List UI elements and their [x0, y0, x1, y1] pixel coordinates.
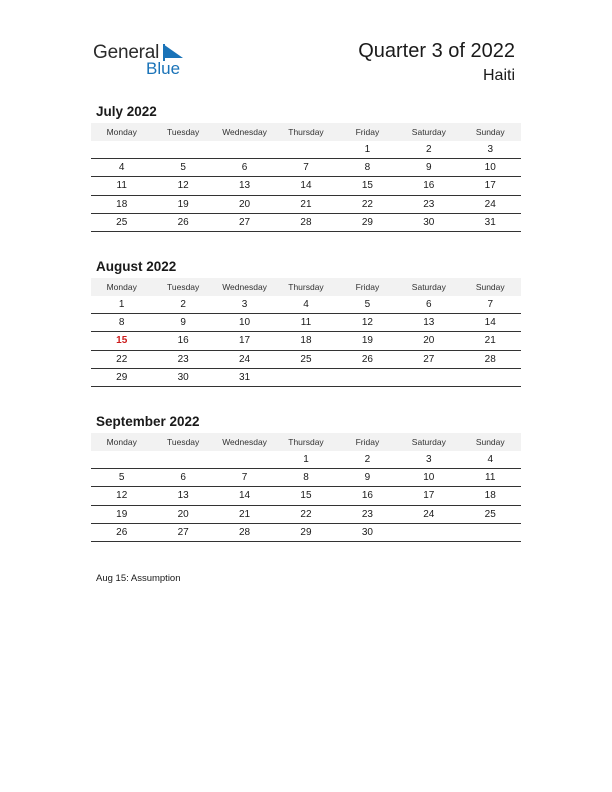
holiday-day-cell: 15	[116, 335, 128, 347]
weekday-label: Friday	[355, 437, 380, 447]
day-cell: 15	[361, 180, 373, 192]
day-cell: 29	[300, 526, 312, 538]
day-cell: 2	[426, 144, 432, 155]
empty-day-cell	[460, 524, 521, 541]
day-cell: 24	[484, 198, 496, 210]
day-cell: 24	[423, 508, 435, 520]
day-cell: 20	[238, 198, 251, 210]
day-cell: 3	[241, 299, 248, 310]
week-row	[91, 332, 521, 350]
weekday-label: Monday	[106, 437, 137, 447]
weekday-label: Friday	[355, 127, 380, 137]
day-cell: 27	[238, 216, 251, 228]
empty-day-cell	[337, 369, 398, 386]
day-cell: 7	[487, 299, 494, 310]
day-cell: 28	[300, 216, 312, 228]
weekday-header-row	[91, 278, 521, 296]
logo	[93, 40, 188, 80]
day-cell: 29	[116, 371, 128, 383]
logo-blue-text: Blue	[146, 59, 181, 78]
week-row	[91, 469, 521, 487]
empty-day-cell	[91, 451, 152, 468]
day-cell: 5	[364, 299, 371, 310]
month-title: July 2022	[96, 104, 157, 119]
day-cell: 14	[238, 490, 251, 502]
weekday-label: Sunday	[475, 437, 505, 447]
weekday-label: Saturday	[411, 127, 446, 137]
weekday-label: Wednesday	[222, 437, 267, 447]
weekday-header-row	[91, 123, 521, 141]
day-cell: 10	[484, 162, 496, 174]
weekday-label: Tuesday	[166, 282, 200, 292]
empty-day-cell	[152, 451, 213, 468]
weekday-label: Tuesday	[166, 127, 200, 137]
day-cell: 9	[180, 317, 186, 329]
day-cell: 21	[238, 508, 251, 520]
day-cell: 5	[118, 472, 125, 484]
day-cell: 15	[300, 490, 312, 502]
day-cell: 14	[484, 317, 496, 329]
day-cell: 16	[361, 490, 373, 502]
day-cell: 8	[303, 472, 309, 484]
day-cell: 24	[238, 353, 251, 365]
empty-day-cell	[275, 141, 336, 158]
day-cell: 12	[177, 180, 189, 192]
day-cell: 21	[484, 335, 496, 347]
day-cell: 22	[116, 353, 128, 365]
weekday-label: Friday	[355, 282, 380, 292]
month-august	[91, 258, 521, 387]
day-cell: 20	[423, 335, 435, 347]
weekday-label: Sunday	[475, 127, 505, 137]
month-title: August 2022	[96, 259, 177, 274]
day-cell: 16	[177, 335, 189, 347]
day-cell: 6	[426, 299, 432, 310]
day-cell: 30	[177, 371, 189, 383]
day-cell: 13	[177, 490, 189, 502]
day-cell: 25	[300, 353, 312, 365]
weekday-label: Sunday	[475, 282, 505, 292]
day-cell: 13	[238, 180, 251, 192]
weekday-label: Saturday	[411, 437, 446, 447]
day-cell: 19	[116, 508, 128, 520]
day-cell: 11	[300, 317, 312, 329]
day-cell: 17	[484, 180, 496, 192]
country-name: Haiti	[482, 67, 515, 84]
empty-day-cell	[214, 141, 275, 158]
day-cell: 11	[485, 472, 496, 484]
day-cell: 23	[177, 353, 189, 365]
empty-day-cell	[91, 141, 152, 158]
weekday-label: Wednesday	[222, 282, 267, 292]
week-row	[91, 487, 521, 505]
empty-day-cell	[398, 369, 459, 386]
week-row	[91, 296, 521, 314]
day-cell: 18	[484, 490, 496, 502]
day-cell: 17	[423, 490, 435, 502]
empty-day-cell	[152, 141, 213, 158]
day-cell: 28	[238, 526, 251, 538]
week-row	[91, 314, 521, 332]
day-cell: 17	[238, 335, 251, 347]
week-row	[91, 214, 521, 232]
day-cell: 3	[487, 144, 494, 155]
day-cell: 8	[364, 162, 371, 174]
day-cell: 27	[423, 353, 435, 365]
empty-day-cell	[398, 524, 459, 541]
day-cell: 25	[116, 216, 128, 228]
weekday-header-row	[91, 433, 521, 451]
weekday-label: Monday	[106, 282, 137, 292]
day-cell: 30	[361, 526, 373, 538]
day-cell: 7	[303, 162, 309, 174]
day-cell: 12	[361, 317, 373, 329]
weekday-label: Wednesday	[222, 127, 267, 137]
day-cell: 11	[116, 180, 127, 192]
weekday-label: Thursday	[288, 127, 324, 137]
month-title: September 2022	[96, 414, 200, 429]
day-cell: 1	[303, 454, 309, 465]
day-cell: 28	[484, 353, 496, 365]
week-row	[91, 351, 521, 369]
day-cell: 4	[487, 454, 494, 465]
holiday-note: Aug 15: Assumption	[96, 573, 181, 584]
day-cell: 29	[361, 216, 373, 228]
day-cell: 13	[423, 317, 435, 329]
day-cell: 22	[361, 198, 373, 210]
logo-general-text: General	[93, 42, 160, 63]
day-cell: 20	[177, 508, 189, 520]
day-cell: 12	[116, 490, 128, 502]
weekday-label: Saturday	[411, 282, 446, 292]
day-cell: 3	[426, 454, 432, 465]
day-cell: 4	[118, 162, 125, 174]
day-cell: 10	[238, 317, 251, 329]
empty-day-cell	[460, 369, 521, 386]
day-cell: 27	[177, 526, 189, 538]
day-cell: 22	[300, 508, 312, 520]
day-cell: 18	[116, 198, 128, 210]
weekday-label: Tuesday	[166, 437, 200, 447]
day-cell: 23	[423, 198, 435, 210]
week-row	[91, 524, 521, 542]
week-row	[91, 506, 521, 524]
week-row	[91, 451, 521, 469]
day-cell: 23	[361, 508, 373, 520]
day-cell: 6	[180, 472, 186, 484]
weekday-label: Thursday	[288, 437, 324, 447]
weekday-label: Monday	[106, 127, 137, 137]
day-cell: 9	[364, 472, 371, 484]
day-cell: 2	[364, 454, 371, 465]
day-cell: 4	[303, 299, 309, 310]
day-cell: 26	[177, 216, 189, 228]
day-cell: 31	[238, 371, 251, 383]
day-cell: 21	[300, 198, 312, 210]
week-row	[91, 369, 521, 387]
day-cell: 1	[118, 299, 125, 310]
day-cell: 19	[361, 335, 373, 347]
month-july	[91, 103, 521, 232]
day-cell: 14	[300, 180, 312, 192]
empty-day-cell	[275, 369, 336, 386]
week-row	[91, 141, 521, 159]
day-cell: 25	[484, 508, 496, 520]
weekday-label: Thursday	[288, 282, 324, 292]
week-row	[91, 196, 521, 214]
day-cell: 2	[180, 299, 186, 310]
day-cell: 30	[423, 216, 435, 228]
day-cell: 19	[177, 198, 189, 210]
month-september	[91, 413, 521, 542]
empty-day-cell	[214, 451, 275, 468]
day-cell: 26	[116, 526, 128, 538]
day-cell: 10	[423, 472, 435, 484]
day-cell: 26	[361, 353, 373, 365]
day-cell: 8	[118, 317, 125, 329]
week-row	[91, 177, 521, 195]
day-cell: 18	[300, 335, 312, 347]
day-cell: 5	[180, 162, 186, 174]
week-row	[91, 159, 521, 177]
day-cell: 6	[241, 162, 248, 174]
day-cell: 7	[241, 472, 248, 484]
day-cell: 16	[423, 180, 435, 192]
day-cell: 1	[364, 144, 371, 155]
day-cell: 31	[484, 216, 496, 228]
page-title: Quarter 3 of 2022	[358, 40, 515, 62]
day-cell: 9	[426, 162, 432, 174]
